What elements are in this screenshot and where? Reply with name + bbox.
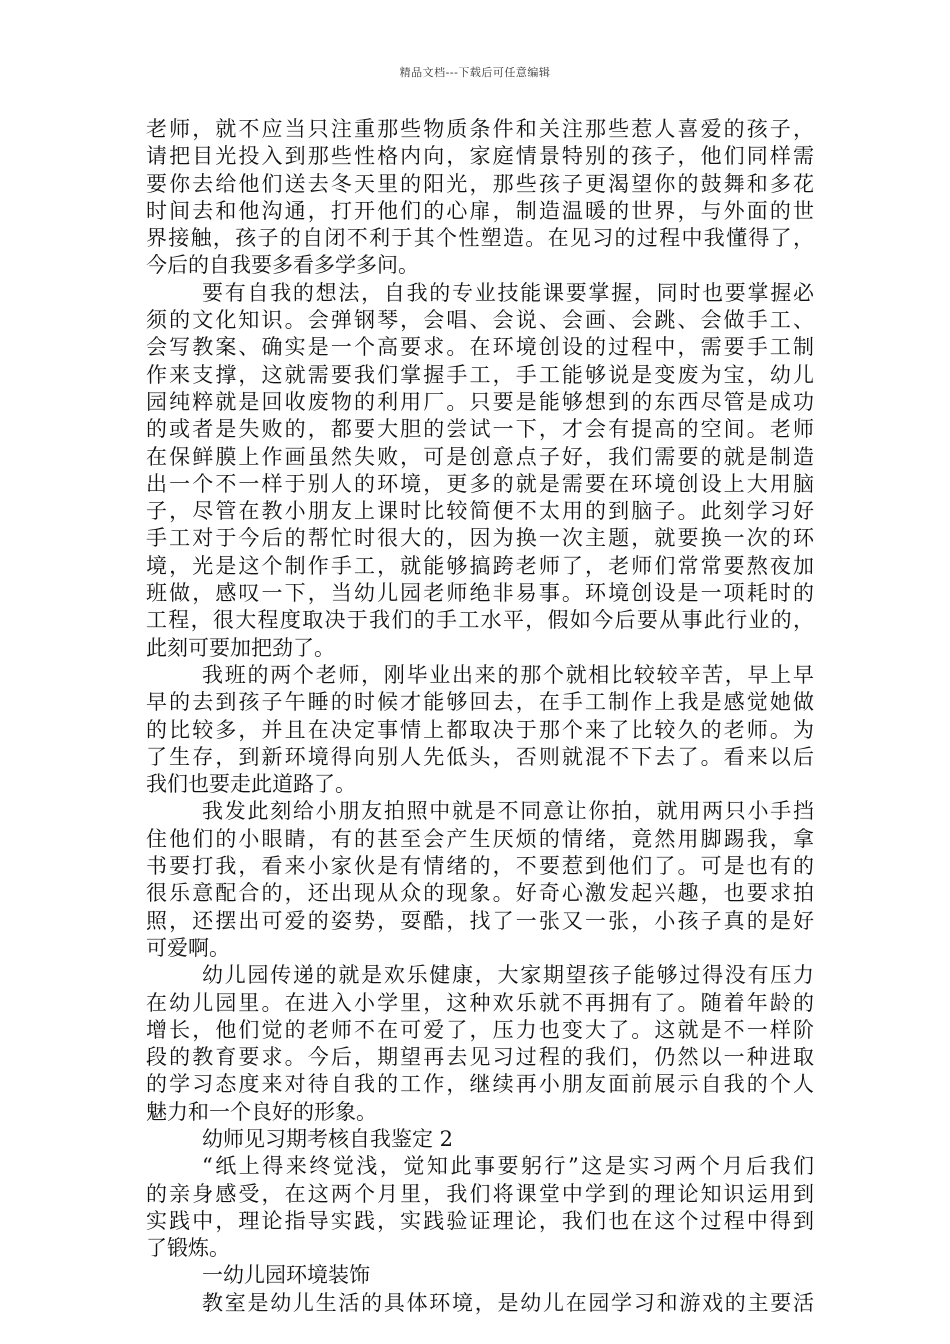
text-line: 早的去到孩子午睡的时候才能够回去，在手工制作上我是感觉她做: [146, 690, 814, 715]
text-line: 作来支撑，这就需要我们掌握手工，手工能够说是变废为宝，幼儿: [146, 362, 814, 387]
text-line: 书要打我，看来小家伙是有情绪的，不要惹到他们了。可是也有的: [146, 854, 814, 879]
text-line: 我班的两个老师，刚毕业出来的那个就相比较较辛苦，早上早: [202, 662, 814, 687]
text-line: 段的教育要求。今后，期望再去见习过程的我们，仍然以一种进取: [146, 1045, 814, 1070]
text-line: 我们也要走此道路了。: [146, 772, 356, 797]
text-line: 手工对于今后的帮忙时很大的，因为换一次主题，就要换一次的环: [146, 526, 814, 551]
text-line: 要你去给他们送去冬天里的阳光，那些孩子更渴望你的鼓舞和多花: [146, 171, 814, 196]
text-line: 要有自我的想法，自我的专业技能课要掌握，同时也要掌握必: [202, 280, 814, 305]
text-line: 实践中，理论指导实践，实践验证理论，我们也在这个过程中得到: [146, 1208, 814, 1233]
document-body: [146, 116, 814, 1317]
text-line: 增长，他们觉的老师不在可爱了，压力也变大了。这就是不一样阶: [146, 1017, 814, 1042]
text-line: 时间去和他沟通，打开他们的心扉，制造温暖的世界，与外面的世: [146, 198, 814, 223]
text-line: 教室是幼儿生活的具体环境，是幼儿在园学习和游戏的主要活: [202, 1290, 814, 1315]
text-line: “纸上得来终觉浅，觉知此事要躬行”这是实习两个月后我们: [202, 1154, 814, 1179]
text-line: 会写教案、确实是一个高要求。在环境创设的过程中，需要手工制: [146, 335, 814, 360]
text-line: 的学习态度来对待自我的工作，继续再小朋友面前展示自我的个人: [146, 1072, 814, 1097]
text-line: 请把目光投入到那些性格内向，家庭情景特别的孩子，他们同样需: [146, 144, 814, 169]
text-line: 工程，很大程度取决于我们的手工水平，假如今后要从事此行业的，: [146, 608, 814, 633]
text-line: 今后的自我要多看多学多问。: [146, 253, 419, 278]
text-line: 幼师见习期考核自我鉴定 2: [202, 1126, 454, 1151]
text-line: 此刻可要加把劲了。: [146, 635, 335, 660]
text-line: 一幼儿园环境装饰: [202, 1263, 370, 1288]
text-line: 出一个不一样于别人的环境，更多的就是需要在环境创设上大用脑: [146, 471, 814, 496]
page-header: 精品文档---下载后可任意编辑: [399, 66, 551, 79]
text-line: 了锻炼。: [146, 1236, 230, 1261]
text-line: 境，光是这个制作手工，就能够搞跨老师了，老师们常常要熬夜加: [146, 553, 814, 578]
text-line: 子，尽管在教小朋友上课时比较简便不太用的到脑子。此刻学习好: [146, 499, 814, 524]
text-line: 的亲身感受，在这两个月里，我们将课堂中学到的理论知识运用到: [146, 1181, 814, 1206]
text-line: 魅力和一个良好的形象。: [146, 1099, 377, 1124]
text-line: 老师，就不应当只注重那些物质条件和关注那些惹人喜爱的孩子，: [146, 117, 814, 141]
text-line: 园纯粹就是回收废物的利用厂。只要是能够想到的东西尽管是成功: [146, 389, 814, 414]
text-line: 幼儿园传递的就是欢乐健康，大家期望孩子能够过得没有压力: [202, 963, 814, 988]
text-line: 了生存，到新环境得向别人先低头，否则就混不下去了。看来以后: [146, 744, 814, 769]
text-line: 很乐意配合的，还出现从众的现象。好奇心激发起兴趣，也要求拍: [146, 881, 814, 906]
text-line: 须的文化知识。会弹钢琴，会唱、会说、会画、会跳、会做手工、: [146, 308, 814, 333]
text-line: 在保鲜膜上作画虽然失败，可是创意点子好，我们需要的就是制造: [146, 444, 814, 469]
text-line: 班做，感叹一下，当幼儿园老师绝非易事。环境创设是一项耗时的: [146, 581, 814, 606]
text-line: 在幼儿园里。在进入小学里，这种欢乐就不再拥有了。随着年龄的: [146, 990, 814, 1015]
text-line: 照，还摆出可爱的姿势，耍酷，找了一张又一张，小孩子真的是好: [146, 908, 814, 933]
text-line: 的比较多，并且在决定事情上都取决于那个来了比较久的老师。为: [146, 717, 814, 742]
text-line: 界接触，孩子的自闭不利于其个性塑造。在见习的过程中我懂得了，: [146, 226, 814, 251]
text-line: 可爱啊。: [146, 935, 230, 960]
text-line: 的或者是失败的，都要大胆的尝试一下，才会有提高的空间。老师: [146, 417, 814, 442]
text-line: 我发此刻给小朋友拍照中就是不同意让你拍，就用两只小手挡: [202, 799, 814, 824]
text-line: 住他们的小眼睛，有的甚至会产生厌烦的情绪，竟然用脚踢我，拿: [146, 826, 814, 851]
